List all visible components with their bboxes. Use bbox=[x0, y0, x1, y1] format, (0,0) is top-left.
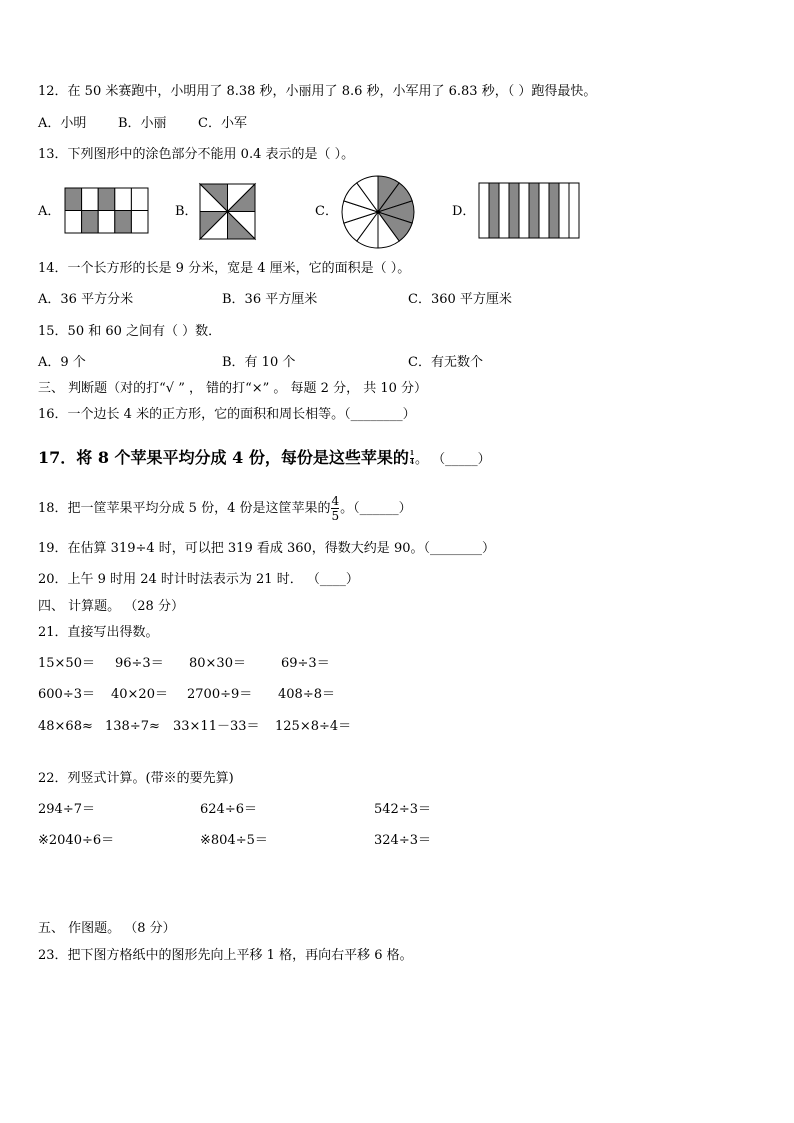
q21-item: 15×50＝ bbox=[38, 656, 95, 671]
question-12: 12．在 50 米赛跑中，小明用了 8.38 秒，小丽用了 8.6 秒，小军用了 6.83 秒，（ ）跑得最快。 bbox=[38, 84, 597, 99]
q21-item: 48×68≈ bbox=[38, 719, 93, 734]
q18-text-after: 。（______） bbox=[340, 501, 412, 516]
q13-label-b: B． bbox=[175, 204, 198, 219]
question-13: 13．下列图形中的涂色部分不能用 0.4 表示的是（ ）。 bbox=[38, 147, 355, 162]
q14-option-b: B．36 平方厘米 bbox=[222, 292, 318, 307]
q18-frac-num: 4 bbox=[331, 494, 340, 508]
question-17 bbox=[38, 450, 491, 466]
q21-item: 69÷3＝ bbox=[281, 656, 330, 671]
q17-text: 17．将 8 个苹果平均分成 4 份，每份是这些苹果的 bbox=[38, 448, 409, 467]
question-22-title: 22．列竖式计算。(带※的要先算) bbox=[38, 771, 234, 786]
q14-option-c: C．360 平方厘米 bbox=[408, 292, 512, 307]
q13-label-c: C． bbox=[315, 204, 338, 219]
figure-a-grid bbox=[65, 188, 149, 234]
q18-text: 18．把一筐苹果平均分成 5 份，4 份是这筐苹果的 bbox=[38, 501, 331, 516]
q21-item: 33×11－33＝ bbox=[173, 719, 260, 734]
question-21-title: 21．直接写出得数。 bbox=[38, 625, 159, 640]
section-5-heading: 五、 作图题。 （8 分） bbox=[38, 921, 176, 936]
q21-item: 125×8÷4＝ bbox=[275, 719, 352, 734]
q18-frac-den: 5 bbox=[331, 509, 340, 523]
figure-b-square bbox=[200, 184, 255, 239]
q12-option-b: B．小丽 bbox=[118, 116, 167, 131]
q21-item: 138÷7≈ bbox=[105, 719, 160, 734]
q15-option-a: A．9 个 bbox=[38, 355, 86, 370]
q21-item: 80×30＝ bbox=[189, 656, 246, 671]
q18-fraction bbox=[331, 495, 339, 522]
q21-item: 2700÷9＝ bbox=[187, 687, 253, 702]
q22-item: 624÷6＝ bbox=[200, 802, 257, 817]
q21-item: 40×20＝ bbox=[111, 687, 168, 702]
q21-item: 600÷3＝ bbox=[38, 687, 95, 702]
q17-frac-num: 1 bbox=[409, 450, 415, 457]
figure-c-circle bbox=[342, 176, 414, 248]
q22-item: 324÷3＝ bbox=[374, 833, 431, 848]
q22-item: 542÷3＝ bbox=[374, 802, 431, 817]
question-23: 23．把下图方格纸中的图形先向上平移 1 格，再向右平移 6 格。 bbox=[38, 948, 413, 963]
figure-d-strips bbox=[479, 183, 579, 238]
q12-option-a: A．小明 bbox=[38, 116, 87, 131]
q13-label-a: A． bbox=[38, 204, 61, 219]
q17-fraction bbox=[410, 451, 414, 466]
q21-item: 96÷3＝ bbox=[115, 656, 164, 671]
question-19: 19．在估算 319÷4 时，可以把 319 看成 360，得数大约是 90。（________） bbox=[38, 541, 495, 556]
q12-option-c: C．小军 bbox=[198, 116, 247, 131]
question-18 bbox=[38, 495, 412, 522]
q21-item: 408÷8＝ bbox=[278, 687, 335, 702]
q22-item: 294÷7＝ bbox=[38, 802, 95, 817]
section-3-heading: 三、 判断题（对的打“√ ” ， 错的打“×” 。 每题 2 分， 共 10 分） bbox=[38, 381, 428, 396]
q14-option-a: A．36 平方分米 bbox=[38, 292, 134, 307]
question-14: 14．一个长方形的长是 9 分米，宽是 4 厘米，它的面积是（ ）。 bbox=[38, 261, 411, 276]
q13-label-d: D． bbox=[452, 204, 476, 219]
question-20: 20．上午 9 时用 24 时计时法表示为 21 时． （____） bbox=[38, 572, 359, 587]
q17-frac-den: 4 bbox=[409, 459, 415, 466]
q15-option-c: C．有无数个 bbox=[408, 355, 483, 370]
section-4-heading: 四、 计算题。 （28 分） bbox=[38, 599, 184, 614]
question-16: 16．一个边长 4 米的正方形，它的面积和周长相等。（________） bbox=[38, 407, 416, 422]
q22-item: ※2040÷6＝ bbox=[38, 833, 115, 848]
question-15: 15．50 和 60 之间有（ ）数． bbox=[38, 324, 222, 339]
q15-option-b: B．有 10 个 bbox=[222, 355, 296, 370]
q17-text-after: 。 （_____） bbox=[415, 452, 491, 467]
q22-item: ※804÷5＝ bbox=[200, 833, 268, 848]
